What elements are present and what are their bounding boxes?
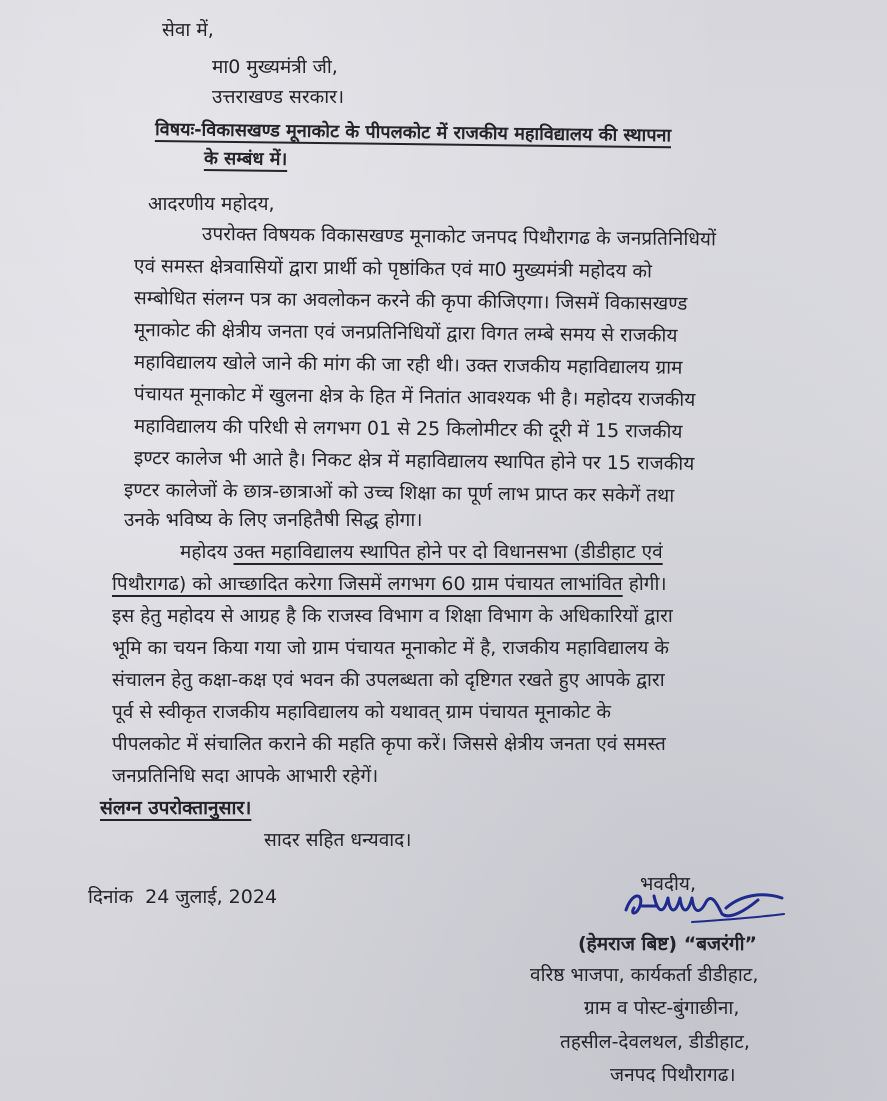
para2-line-6: पूर्व से स्वीकृत राजकीय महाविद्यालय को यथावत् ग्राम पंचायत मूनाकोट के	[112, 701, 611, 723]
thanks-line: सादर सहित धन्यवाद।	[264, 829, 412, 851]
para2-line-2-tail: होगी।	[628, 573, 667, 595]
salutation-to: सेवा में,	[162, 19, 214, 41]
para2-line-4: भूमि का चयन किया गया जो ग्राम पंचायत मूनाकोट में है, राजकीय महाविद्यालय के	[112, 637, 670, 659]
enclosure-note: संलग्न उपरोक्तानुसार।	[100, 797, 252, 819]
para2-lead-underlined: उक्त महाविद्यालय स्थापित होने पर दो विधानसभा (डीडीहाट एवं	[233, 541, 663, 563]
sender-line-2: ग्राम व पोस्ट-बुंगाछीना,	[584, 997, 740, 1019]
greeting: आदरणीय महोदय,	[148, 193, 275, 215]
handwritten-signature	[622, 884, 792, 930]
recipient-line-1: मा0 मुख्यमंत्री जी,	[212, 56, 338, 78]
subject-line-1: विषयः-विकासखण्ड मूनाकोट के पीपलकोट में राजकीय महाविद्यालय की स्थापना	[154, 119, 672, 147]
para1-line-9: इण्टर कालेजों के छात्र-छात्राओं को उच्च शिक्षा का पूर्ण लाभ प्राप्त कर सकेगें तथा	[123, 479, 675, 507]
letter-date: दिनांक 24 जुलाई, 2024	[88, 886, 278, 908]
sender-name: (हेमराज बिष्ट) “बजरंगी”	[578, 933, 758, 955]
para2-line-2-underlined: पिथौरागढ) को आच्छादित करेगा जिसमें लगभग 60 ग्राम पंचायत लाभांवित	[112, 573, 623, 595]
subject-line-2: के सम्बंध में।	[203, 148, 288, 171]
para1-line-1: उपरोक्त विषयक विकासखण्ड मूनाकोट जनपद पिथौरागढ के जनप्रतिनिधियों	[201, 223, 717, 251]
para2-line-8: जनप्रतिनिधि सदा आपके आभारी रहेगें।	[112, 765, 379, 787]
para1-line-4: मूनाकोट की क्षेत्रीय जनता एवं जनप्रतिनिधियों द्वारा विगत लम्बे समय से राजकीय	[133, 319, 678, 347]
para1-line-5: महाविद्यालय खोले जाने की मांग की जा रही थी। उक्त राजकीय महाविद्यालय ग्राम	[133, 351, 683, 379]
para2-line-2	[112, 572, 667, 596]
sender-line-1: वरिष्ठ भाजपा, कार्यकर्ता डीडीहाट,	[530, 964, 759, 986]
para2-lead: महोदय	[180, 541, 228, 563]
para2-line-1	[180, 540, 663, 564]
closing: भवदीय,	[640, 873, 696, 895]
para2-line-5: संचालन हेतु कक्षा-कक्ष एवं भवन की उपलब्धता को दृष्टिगत रखते हुए आपके द्वारा	[112, 669, 665, 691]
para1-line-10: उनके भविष्य के लिए जनहितैषी सिद्ध होगा।	[124, 509, 423, 531]
recipient-line-2: उत्तराखण्ड सरकार।	[212, 86, 345, 108]
sender-line-4: जनपद पिथौरागढ।	[610, 1064, 736, 1086]
para1-line-8: इण्टर कालेज भी आते है। निकट क्षेत्र में महाविद्यालय स्थापित होने पर 15 राजकीय	[133, 447, 695, 475]
para1-line-3: सम्बोधित संलग्न पत्र का अवलोकन करने की कृपा कीजिएगा। जिसमें विकासखण्ड	[133, 287, 688, 315]
para1-line-2: एवं समस्त क्षेत्रवासियों द्वारा प्रार्थी को पृष्ठांकित एवं मा0 मुख्यमंत्री महोदय को	[133, 255, 653, 283]
para2-line-3: इस हेतु महोदय से आग्रह है कि राजस्व विभाग व शिक्षा विभाग के अधिकारियों द्वारा	[112, 605, 673, 627]
para2-line-7: पीपलकोट में संचालित कराने की महति कृपा करें। जिससे क्षेत्रीय जनता एवं समस्त	[112, 733, 666, 755]
para1-line-7: महाविद्यालय की परिधी से लगभग 01 से 25 किलोमीटर की दूरी में 15 राजकीय	[133, 415, 683, 443]
sender-line-3: तहसील-देवलथल, डीडीहाट,	[560, 1031, 750, 1053]
para1-line-6: पंचायत मूनाकोट में खुलना क्षेत्र के हित में नितांत आवश्यक भी है। महोदय राजकीय	[133, 383, 696, 411]
